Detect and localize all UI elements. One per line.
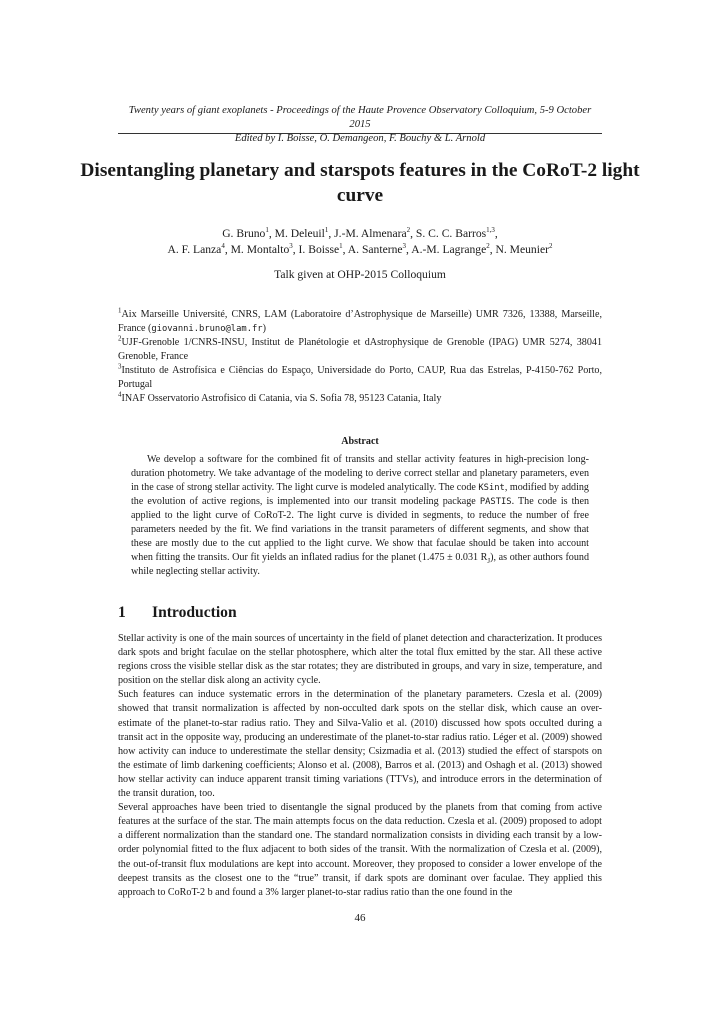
affiliation-marker: 2 [486,242,490,251]
author-name: S. C. C. Barros [415,227,487,240]
author-separator: , [292,243,299,256]
author-name: A. Santerne [347,243,403,256]
affiliation-marker: 3 [402,242,407,251]
author-name: I. Boisse [298,243,340,256]
paper-title: Disentangling planetary and starspots features in the CoRoT-2 light curve [80,160,640,206]
affiliation [118,392,602,406]
header-line-editors: Edited by I. Boisse, O. Demangeon, F. Bouchy & L. Arnold [234,133,486,144]
author-separator: , [494,227,498,240]
abstract-part: . The code is then applied to the light curve of CoRoT-2. The light curve is divided in segments, to reduce the number of free parameters needed by the fit. We find variations in the transit parameters of different segments, and show that these are mostly due to the cut applied to the light curve. We show that faculae should be taken into account when fitting the transits. Our fit yields an inflated radius for the planet (1.475 ± 0.031 R [131,496,589,563]
running-header [118,104,602,146]
author-list [60,226,660,258]
abstract-text [131,453,589,579]
email-address: giovanni.bruno@lam.fr [151,324,263,334]
header-rule [118,133,602,134]
affiliation-number: 3 [118,362,122,371]
abstract-heading: Abstract [341,436,379,447]
affiliation-marker: 1 [265,226,269,235]
paragraph: Several approaches have been tried to disentangle the signal produced by the planets from that coming from active features at the surface of the star. The main attempts focus on the data reduction. Czesla et al. (2009) proposed to adopt a different normalization than the standard one. The standard normalization consists in dividing each transit by a low-order polynomial fitted to the flux adjacent to both sides of the transit. With the normalization of Czesla et al. (2009), the out-of-transit flux modulations are kept into account. Moreover, they proposed to consider a lower envelope of the deepest transits as the closest one to the “true” transit, if dark spots are dominant over faculae. They applied this approach to CoRoT-2 b and found a 3% larger planet-to-star radius ratio than the one found in the [118,802,602,898]
affiliation-number: 4 [118,390,122,399]
paragraph: Stellar activity is one of the main sources of uncertainty in the field of planet detection and characterization. It produces dark spots and bright faculae on the stellar photosphere, which alter the total flux emitted by the star. All these active regions cross the visible stellar disk as the star rotates; they are distributed in groups, and vary in size, temperature, and position on the stellar disk along an activity cycle. [118,633,602,687]
section-body [118,632,602,900]
affiliation-marker: 2 [406,226,411,235]
affiliation-marker: 4 [221,242,225,251]
affiliation-text: INAF Osservatorio Astrofisico di Catania, via S. Sofia 78, 95123 Catania, Italy [121,393,442,404]
code-name-ksint: KSint [478,483,505,493]
affiliation-marker: 1 [339,242,343,251]
affiliation-text: ) [262,323,266,334]
affiliation-marker: 1,3 [486,226,495,235]
abstract-part: ), as other authors found while neglecting stellar activity. [131,552,589,577]
affiliation-number: 1 [118,306,122,315]
affiliation-marker: 1 [324,226,329,235]
affiliation-text: Instituto de Astrofísica e Ciências do Espaço, Universidade do Porto, CAUP, Rua das Estrelas, P-4150-762 Porto, Portugal [118,365,602,390]
affiliation-marker: 2 [548,242,553,251]
section-heading [118,604,602,622]
author-name: J.-M. Almenara [334,227,407,240]
author-separator: , [328,227,335,240]
affiliation-list [118,308,602,406]
author-separator: , [410,227,416,240]
affiliation-text: Aix Marseille Université, CNRS, LAM (Laboratoire d’Astrophysique de Marseille) UMR 7326, 13388, Marseille, France ( [118,309,602,334]
affiliation [118,308,602,336]
author-name: M. Montalto [230,243,290,256]
affiliation-number: 2 [118,334,122,343]
abstract-part: , modified by adding the evolution of active regions, is implemented into our transit modeling package [131,482,589,507]
affiliation [118,364,602,392]
author-separator: , [342,243,348,256]
author-name: A.-M. Lagrange [411,243,487,256]
abstract-part: We develop a software for the combined fit of transits and stellar activity features in high-precision long-duration photometry. We take advantage of the modeling to derive correct stellar and planetary parameters, even in the case of strong stellar activity. The light curve is modeled analytically. The code [131,454,589,493]
jupiter-subscript: J [487,557,491,566]
author-line-2 [60,242,660,258]
author-separator: , [268,227,275,240]
affiliation-text: UJF-Grenoble 1/CNRS-INSU, Institut de Planétologie et dAstrophysique de Grenoble (IPAG) UMR 5274, 38041 Grenoble, France [118,337,602,362]
page-number: 46 [354,912,366,924]
author-line-1 [60,226,660,242]
author-separator: , [406,243,412,256]
author-name: M. Deleuil [274,227,325,240]
code-name-pastis: PASTIS [479,497,512,507]
author-name: G. Bruno [222,227,266,240]
section-number: 1 [118,604,126,621]
author-separator: , [489,243,496,256]
author-name: A. F. Lanza [167,243,222,256]
author-name: N. Meunier [495,243,549,256]
section-title: Introduction [152,604,237,621]
header-line-proceedings: Twenty years of giant exoplanets - Proceedings of the Haute Provence Observatory Colloquium, 5-9 October 2015 [128,105,592,130]
affiliation [118,336,602,364]
affiliation-marker: 3 [289,242,293,251]
talk-note: Talk given at OHP-2015 Colloquium [274,268,446,281]
author-separator: , [224,243,231,256]
paragraph: Such features can induce systematic errors in the determination of the planetary parameters. Czesla et al. (2009) showed that transit normalization is affected by non-occulted dark spots on the stellar disk, which cause an over-estimate of the planet-to-star radius ratio. They and Silva-Valio et al. (2010) discussed how spots occulted during a transit act in the opposite way, producing an underestimate of the planet-to-star radius ratio. Léger et al. (2009) showed how activity can induce to underestimate the stellar density; Csizmadia et al. (2013) studied the effect of starspots on the estimate of limb darkening coefficients; Alonso et al. (2008), Barros et al. (2013) and Oshagh et al. (2013) showed how stellar activity can induce apparent transit timing variations (TTVs), and introduce errors in the determination of the transit duration, too. [118,689,602,800]
